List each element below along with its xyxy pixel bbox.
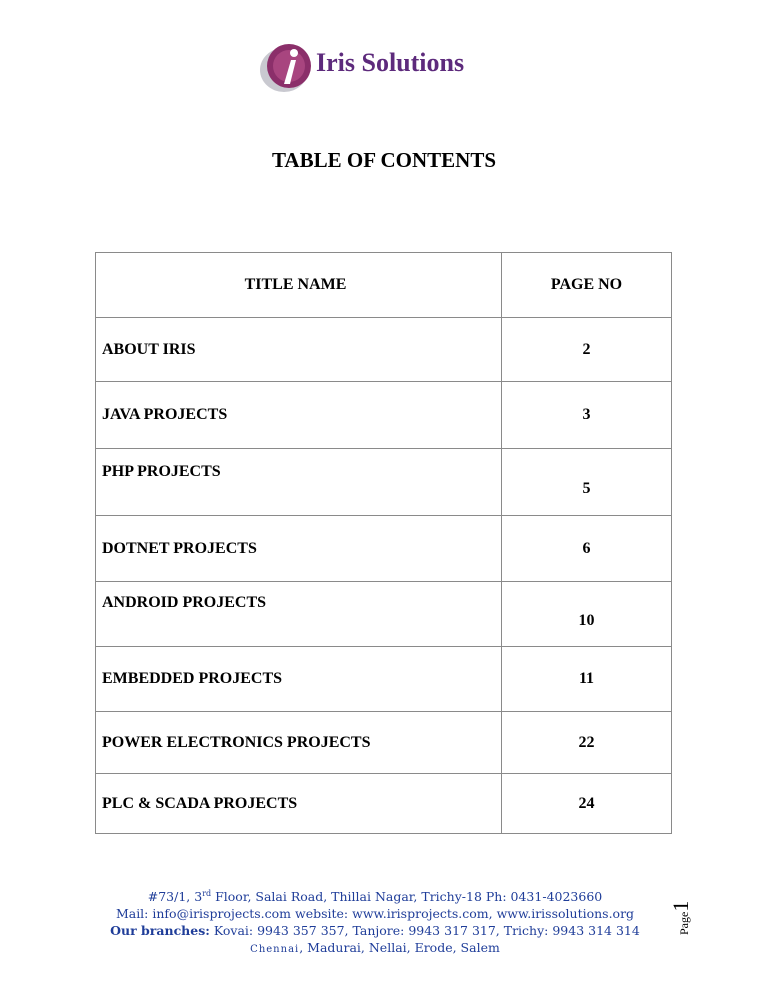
address-sup: rd: [202, 889, 212, 898]
brand-name: Iris Solutions: [316, 48, 465, 77]
table-row: [96, 582, 672, 647]
toc-page-cell: 22: [502, 712, 672, 774]
branches-list: Kovai: 9943 357 357, Tanjore: 9943 317 317, Trichy: 9943 314 314: [209, 923, 640, 939]
toc-page-cell: 11: [502, 647, 672, 712]
toc-page-cell: 10: [502, 582, 672, 647]
toc-page-cell: 24: [502, 774, 672, 834]
toc-page-cell: 5: [502, 449, 672, 516]
toc-title-cell: EMBEDDED PROJECTS: [96, 647, 502, 712]
toc-header-title: TITLE NAME: [96, 253, 502, 318]
toc-title-cell: PHP PROJECTS: [96, 449, 502, 516]
page-number-label: [668, 901, 694, 935]
toc-header-row: [96, 253, 672, 318]
toc-title-cell: DOTNET PROJECTS: [96, 516, 502, 582]
footer-cities: [95, 939, 655, 958]
branches-label: Our branches:: [110, 923, 210, 939]
footer-branches: [95, 922, 655, 939]
footer-mail: Mail: info@irisprojects.com website: www.irisprojects.com, www.irissolutions.org: [115, 906, 635, 922]
toc-table: [95, 252, 672, 834]
page-footer: [95, 885, 655, 958]
table-row: [96, 449, 672, 516]
footer-address: [95, 885, 655, 905]
document-title: TABLE OF CONTENTS: [271, 148, 497, 172]
address-part: #73/1, 3: [147, 889, 203, 905]
table-row: [96, 647, 672, 712]
toc-page-cell: 2: [502, 318, 672, 382]
address-part: Floor, Salai Road, Thillai Nagar, Trichy-18 Ph: 0431-4023660: [211, 889, 603, 905]
table-row: [96, 774, 672, 834]
table-row: [96, 382, 672, 449]
toc-page-cell: 3: [502, 382, 672, 449]
brand-logo: [258, 40, 518, 96]
table-row: [96, 318, 672, 382]
toc-title-cell: ABOUT IRIS: [96, 318, 502, 382]
toc-page-cell: 6: [502, 516, 672, 582]
table-row: [96, 516, 672, 582]
toc-header-page: PAGE NO: [502, 253, 672, 318]
table-row: [96, 712, 672, 774]
toc-title-cell: ANDROID PROJECTS: [96, 582, 502, 647]
page-number: 1: [668, 900, 693, 912]
page-word: Page: [677, 911, 691, 935]
city-chennai: Chennai: [250, 944, 300, 956]
iris-logo-icon: [258, 40, 316, 96]
toc-title-cell: POWER ELECTRONICS PROJECTS: [96, 712, 502, 774]
cities-list: , Madurai, Nellai, Erode, Salem: [299, 940, 500, 956]
toc-title-cell: JAVA PROJECTS: [96, 382, 502, 449]
toc-title-cell: PLC & SCADA PROJECTS: [96, 774, 502, 834]
